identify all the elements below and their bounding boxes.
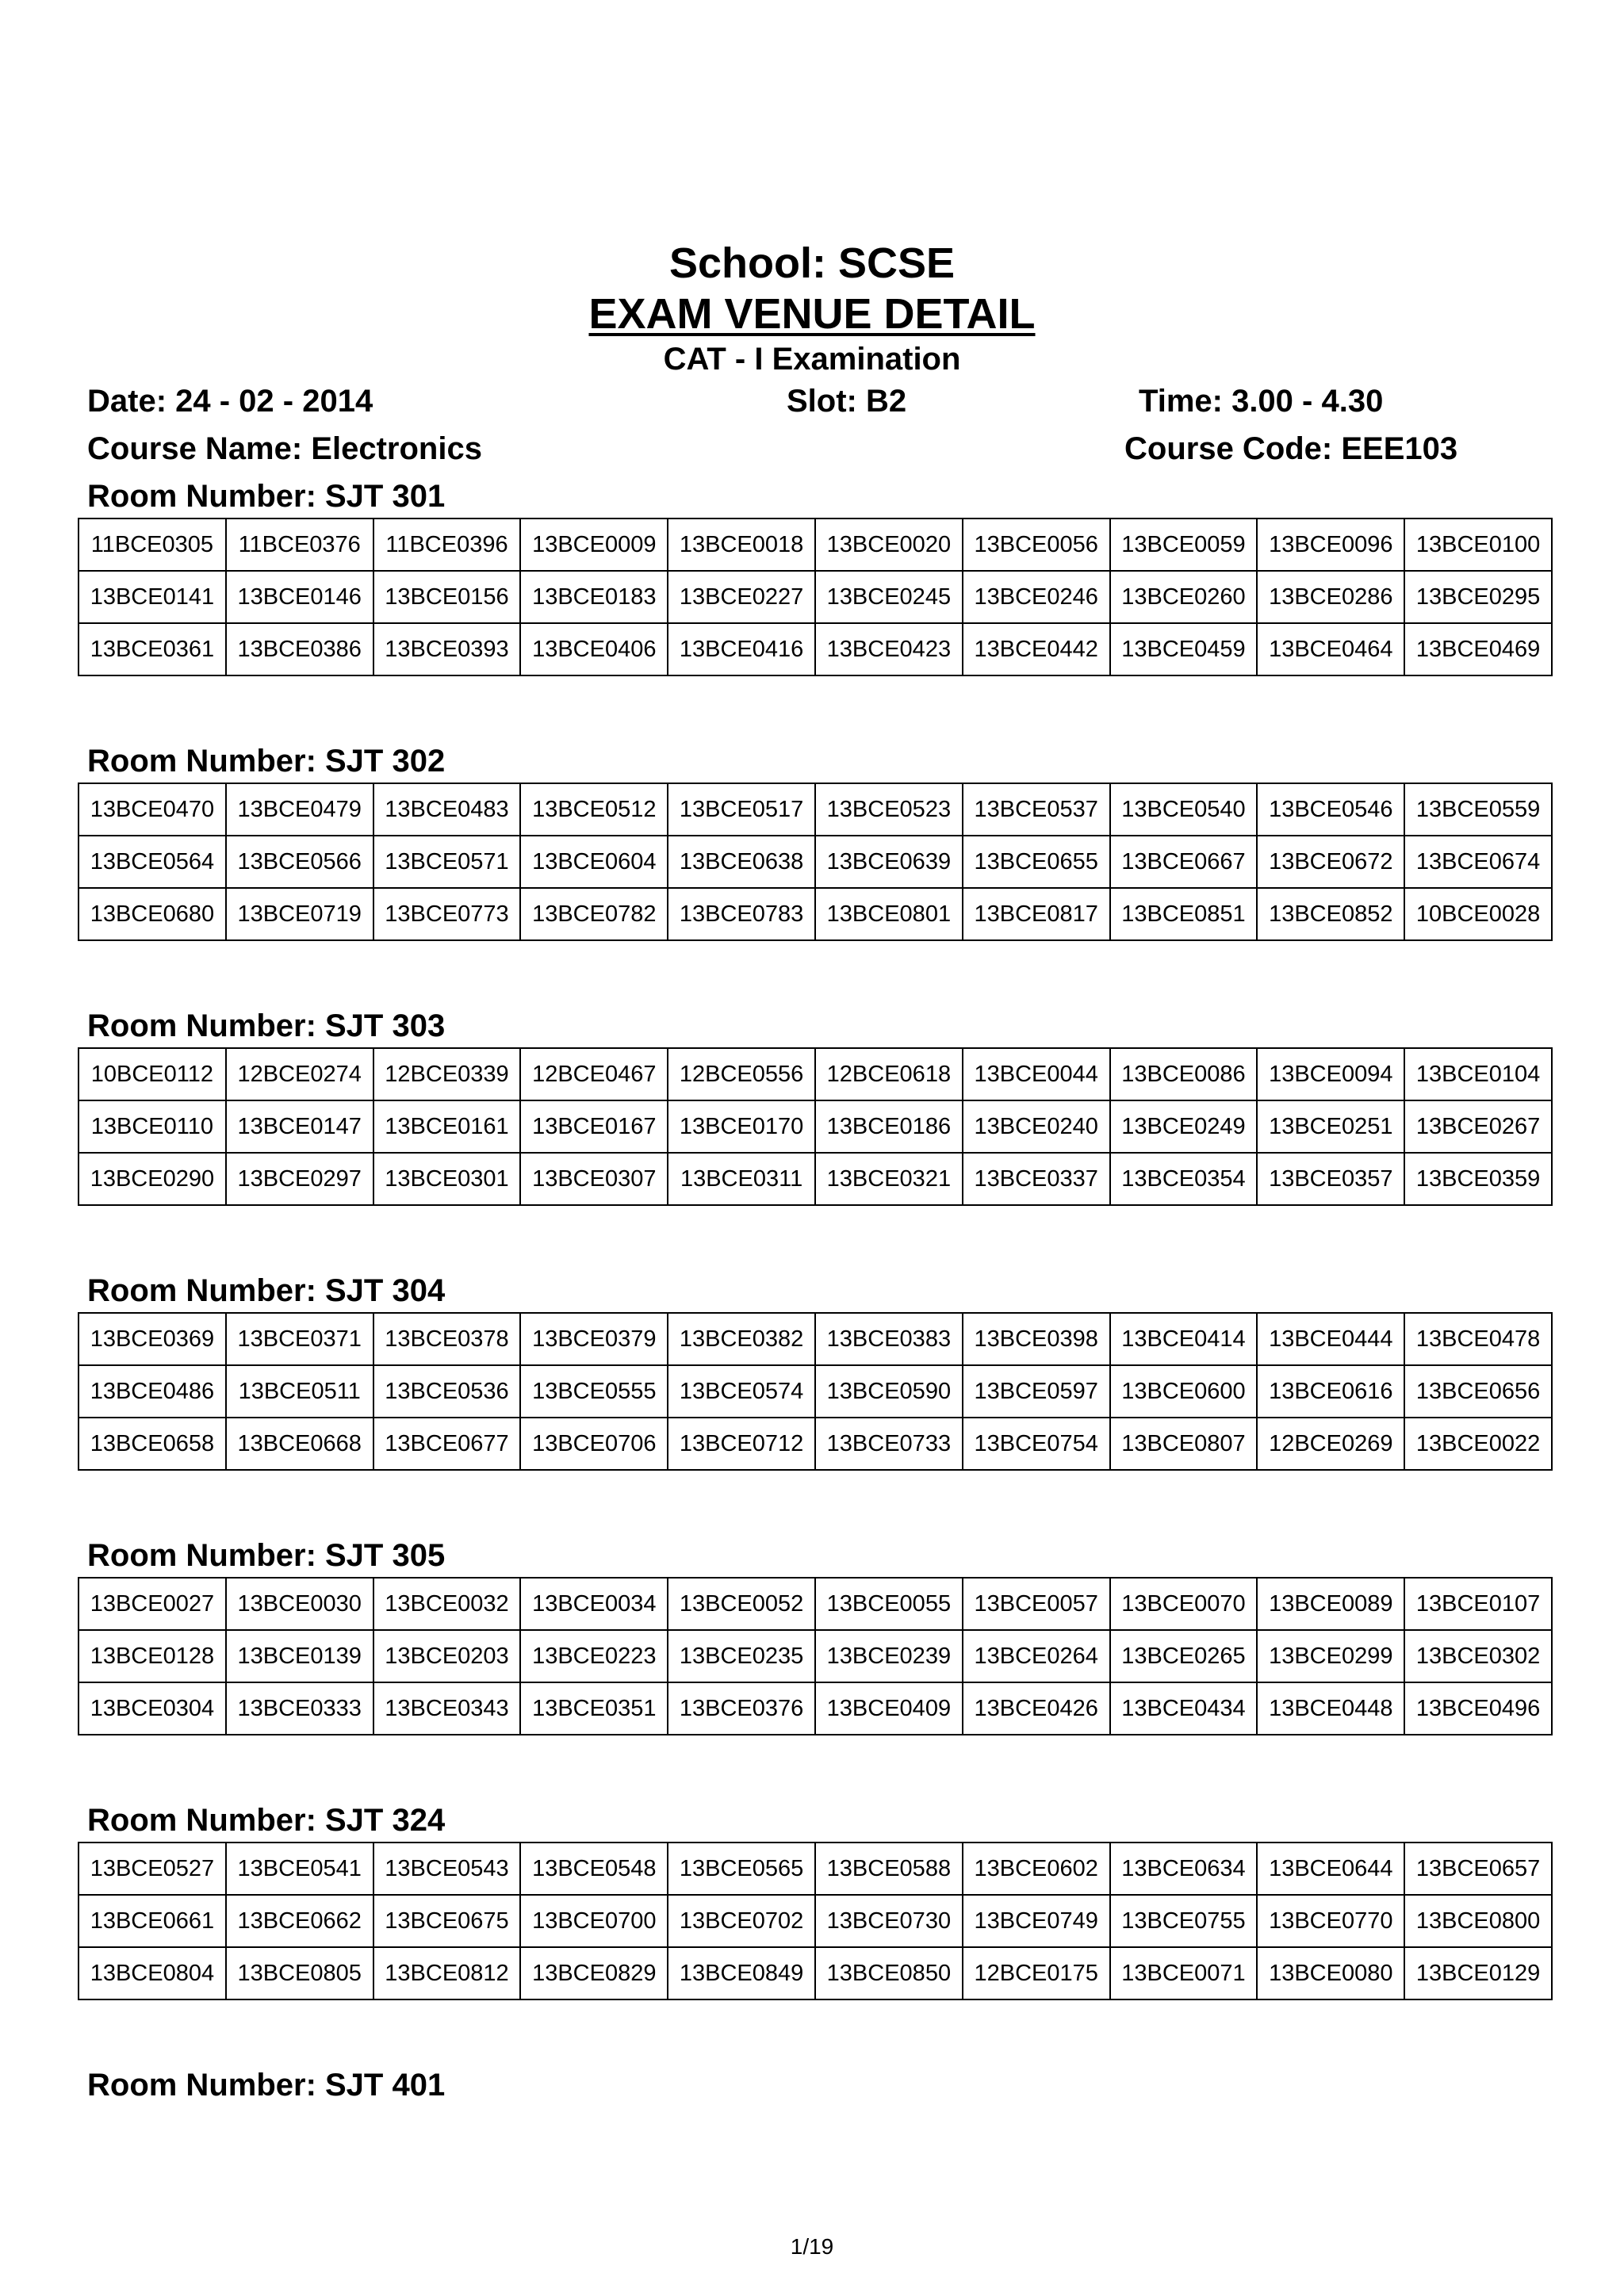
roll-number-cell: 13BCE0096 — [1257, 519, 1404, 571]
roll-number-cell: 13BCE0719 — [226, 888, 373, 940]
roll-number-cell: 13BCE0337 — [963, 1153, 1110, 1205]
exam-slot: Slot: B2 — [787, 384, 907, 419]
table-row — [79, 1418, 1552, 1470]
roll-number-cell: 13BCE0600 — [1110, 1365, 1258, 1418]
room-roll-table — [78, 1312, 1553, 1471]
table-row — [79, 1682, 1552, 1735]
roll-number-cell: 13BCE0307 — [520, 1153, 668, 1205]
roll-number-cell: 13BCE0801 — [815, 888, 963, 940]
room-roll-table — [78, 1047, 1553, 1206]
room-title: Room Number: SJT 301 — [87, 479, 446, 514]
roll-number-cell: 13BCE0260 — [1110, 571, 1258, 623]
roll-number-cell: 13BCE0566 — [226, 836, 373, 888]
roll-number-cell: 13BCE0055 — [815, 1578, 963, 1630]
roll-number-cell: 13BCE0240 — [963, 1100, 1110, 1153]
roll-number-cell: 13BCE0110 — [79, 1100, 226, 1153]
room-roll-table — [78, 1577, 1553, 1735]
roll-number-cell: 13BCE0369 — [79, 1313, 226, 1365]
table-row — [79, 623, 1552, 675]
roll-number-cell: 13BCE0321 — [815, 1153, 963, 1205]
roll-number-cell: 13BCE0588 — [815, 1843, 963, 1895]
roll-number-cell: 13BCE0141 — [79, 571, 226, 623]
roll-number-cell: 13BCE0540 — [1110, 783, 1258, 836]
roll-number-cell: 13BCE0052 — [668, 1578, 815, 1630]
roll-number-cell: 13BCE0511 — [226, 1365, 373, 1418]
roll-number-cell: 13BCE0235 — [668, 1630, 815, 1682]
roll-number-cell: 13BCE0812 — [373, 1947, 521, 1999]
roll-number-cell: 13BCE0597 — [963, 1365, 1110, 1418]
roll-number-cell: 13BCE0009 — [520, 519, 668, 571]
roll-number-cell: 13BCE0267 — [1404, 1100, 1552, 1153]
roll-number-cell: 13BCE0657 — [1404, 1843, 1552, 1895]
roll-number-cell: 12BCE0467 — [520, 1048, 668, 1100]
roll-number-cell: 13BCE0602 — [963, 1843, 1110, 1895]
roll-number-cell: 13BCE0817 — [963, 888, 1110, 940]
document-title: EXAM VENUE DETAIL — [588, 290, 1036, 338]
roll-number-cell: 13BCE0469 — [1404, 623, 1552, 675]
roll-number-cell: 13BCE0409 — [815, 1682, 963, 1735]
roll-number-cell: 13BCE0805 — [226, 1947, 373, 1999]
roll-number-cell: 13BCE0354 — [1110, 1153, 1258, 1205]
roll-number-cell: 12BCE0339 — [373, 1048, 521, 1100]
roll-number-cell: 13BCE0086 — [1110, 1048, 1258, 1100]
room-title: Room Number: SJT 305 — [87, 1538, 446, 1573]
roll-number-cell: 13BCE0071 — [1110, 1947, 1258, 1999]
exam-date: Date: 24 - 02 - 2014 — [87, 384, 373, 419]
roll-number-cell: 10BCE0112 — [79, 1048, 226, 1100]
roll-number-cell: 13BCE0667 — [1110, 836, 1258, 888]
roll-number-cell: 13BCE0483 — [373, 783, 521, 836]
table-row — [79, 571, 1552, 623]
roll-number-cell: 13BCE0286 — [1257, 571, 1404, 623]
school-name: School: SCSE — [668, 239, 956, 287]
roll-number-cell: 13BCE0393 — [373, 623, 521, 675]
roll-number-cell: 13BCE0829 — [520, 1947, 668, 1999]
table-row — [79, 783, 1552, 836]
roll-number-cell: 13BCE0574 — [668, 1365, 815, 1418]
roll-number-cell: 13BCE0022 — [1404, 1418, 1552, 1470]
roll-number-cell: 13BCE0559 — [1404, 783, 1552, 836]
roll-number-cell: 13BCE0850 — [815, 1947, 963, 1999]
roll-number-cell: 13BCE0546 — [1257, 783, 1404, 836]
roll-number-cell: 13BCE0297 — [226, 1153, 373, 1205]
roll-number-cell: 13BCE0100 — [1404, 519, 1552, 571]
roll-number-cell: 13BCE0804 — [79, 1947, 226, 1999]
roll-number-cell: 13BCE0700 — [520, 1895, 668, 1947]
roll-number-cell: 13BCE0186 — [815, 1100, 963, 1153]
table-row — [79, 1947, 1552, 1999]
roll-number-cell: 13BCE0541 — [226, 1843, 373, 1895]
roll-number-cell: 13BCE0675 — [373, 1895, 521, 1947]
roll-number-cell: 13BCE0343 — [373, 1682, 521, 1735]
room-roll-table — [78, 783, 1553, 941]
roll-number-cell: 13BCE0706 — [520, 1418, 668, 1470]
roll-number-cell: 13BCE0379 — [520, 1313, 668, 1365]
roll-number-cell: 13BCE0527 — [79, 1843, 226, 1895]
roll-number-cell: 13BCE0080 — [1257, 1947, 1404, 1999]
room-title: Room Number: SJT 324 — [87, 1803, 446, 1838]
roll-number-cell: 13BCE0406 — [520, 623, 668, 675]
roll-number-cell: 13BCE0167 — [520, 1100, 668, 1153]
roll-number-cell: 13BCE0537 — [963, 783, 1110, 836]
roll-number-cell: 13BCE0249 — [1110, 1100, 1258, 1153]
roll-number-cell: 13BCE0464 — [1257, 623, 1404, 675]
roll-number-cell: 12BCE0175 — [963, 1947, 1110, 1999]
roll-number-cell: 13BCE0089 — [1257, 1578, 1404, 1630]
roll-number-cell: 13BCE0295 — [1404, 571, 1552, 623]
roll-number-cell: 13BCE0672 — [1257, 836, 1404, 888]
roll-number-cell: 13BCE0161 — [373, 1100, 521, 1153]
roll-number-cell: 13BCE0301 — [373, 1153, 521, 1205]
roll-number-cell: 13BCE0128 — [79, 1630, 226, 1682]
table-row — [79, 1365, 1552, 1418]
room-title: Room Number: SJT 304 — [87, 1273, 446, 1308]
room-title: Room Number: SJT 302 — [87, 744, 446, 779]
roll-number-cell: 13BCE0378 — [373, 1313, 521, 1365]
roll-number-cell: 13BCE0616 — [1257, 1365, 1404, 1418]
roll-number-cell: 13BCE0034 — [520, 1578, 668, 1630]
roll-number-cell: 13BCE0361 — [79, 623, 226, 675]
roll-number-cell: 11BCE0305 — [79, 519, 226, 571]
roll-number-cell: 13BCE0770 — [1257, 1895, 1404, 1947]
roll-number-cell: 13BCE0059 — [1110, 519, 1258, 571]
roll-number-cell: 13BCE0712 — [668, 1418, 815, 1470]
roll-number-cell: 13BCE0658 — [79, 1418, 226, 1470]
roll-number-cell: 13BCE0104 — [1404, 1048, 1552, 1100]
roll-number-cell: 12BCE0618 — [815, 1048, 963, 1100]
table-row — [79, 1630, 1552, 1682]
room-roll-table — [78, 518, 1553, 676]
roll-number-cell: 13BCE0146 — [226, 571, 373, 623]
roll-number-cell: 13BCE0245 — [815, 571, 963, 623]
roll-number-cell: 13BCE0357 — [1257, 1153, 1404, 1205]
exam-time: Time: 3.00 - 4.30 — [1139, 384, 1384, 419]
roll-number-cell: 13BCE0496 — [1404, 1682, 1552, 1735]
roll-number-cell: 13BCE0423 — [815, 623, 963, 675]
roll-number-cell: 13BCE0523 — [815, 783, 963, 836]
roll-number-cell: 12BCE0269 — [1257, 1418, 1404, 1470]
roll-number-cell: 13BCE0246 — [963, 571, 1110, 623]
roll-number-cell: 13BCE0351 — [520, 1682, 668, 1735]
course-code: Course Code: EEE103 — [1124, 431, 1458, 466]
roll-number-cell: 13BCE0604 — [520, 836, 668, 888]
roll-number-cell: 13BCE0662 — [226, 1895, 373, 1947]
roll-number-cell: 12BCE0556 — [668, 1048, 815, 1100]
table-row — [79, 1100, 1552, 1153]
roll-number-cell: 13BCE0680 — [79, 888, 226, 940]
roll-number-cell: 13BCE0434 — [1110, 1682, 1258, 1735]
roll-number-cell: 13BCE0444 — [1257, 1313, 1404, 1365]
roll-number-cell: 13BCE0849 — [668, 1947, 815, 1999]
roll-number-cell: 13BCE0147 — [226, 1100, 373, 1153]
table-row — [79, 1048, 1552, 1100]
page-number: 1/19 — [790, 2234, 834, 2259]
roll-number-cell: 13BCE0755 — [1110, 1895, 1258, 1947]
roll-number-cell: 13BCE0733 — [815, 1418, 963, 1470]
roll-number-cell: 10BCE0028 — [1404, 888, 1552, 940]
roll-number-cell: 13BCE0203 — [373, 1630, 521, 1682]
roll-number-cell: 13BCE0536 — [373, 1365, 521, 1418]
table-row — [79, 1313, 1552, 1365]
roll-number-cell: 13BCE0730 — [815, 1895, 963, 1947]
roll-number-cell: 13BCE0183 — [520, 571, 668, 623]
roll-number-cell: 13BCE0311 — [668, 1153, 815, 1205]
roll-number-cell: 13BCE0479 — [226, 783, 373, 836]
roll-number-cell: 13BCE0416 — [668, 623, 815, 675]
exam-name: CAT - I Examination — [663, 342, 961, 377]
room-roll-table — [78, 1842, 1553, 2000]
roll-number-cell: 13BCE0565 — [668, 1843, 815, 1895]
roll-number-cell: 13BCE0677 — [373, 1418, 521, 1470]
course-name: Course Name: Electronics — [87, 431, 482, 466]
roll-number-cell: 13BCE0656 — [1404, 1365, 1552, 1418]
roll-number-cell: 13BCE0638 — [668, 836, 815, 888]
roll-number-cell: 13BCE0517 — [668, 783, 815, 836]
roll-number-cell: 13BCE0056 — [963, 519, 1110, 571]
roll-number-cell: 13BCE0382 — [668, 1313, 815, 1365]
roll-number-cell: 13BCE0512 — [520, 783, 668, 836]
roll-number-cell: 13BCE0414 — [1110, 1313, 1258, 1365]
roll-number-cell: 13BCE0783 — [668, 888, 815, 940]
roll-number-cell: 13BCE0754 — [963, 1418, 1110, 1470]
room-title: Room Number: SJT 303 — [87, 1008, 446, 1043]
roll-number-cell: 13BCE0478 — [1404, 1313, 1552, 1365]
roll-number-cell: 13BCE0386 — [226, 623, 373, 675]
roll-number-cell: 13BCE0470 — [79, 783, 226, 836]
table-row — [79, 1843, 1552, 1895]
roll-number-cell: 13BCE0655 — [963, 836, 1110, 888]
roll-number-cell: 13BCE0459 — [1110, 623, 1258, 675]
roll-number-cell: 13BCE0571 — [373, 836, 521, 888]
roll-number-cell: 13BCE0782 — [520, 888, 668, 940]
roll-number-cell: 13BCE0634 — [1110, 1843, 1258, 1895]
roll-number-cell: 13BCE0371 — [226, 1313, 373, 1365]
roll-number-cell: 13BCE0398 — [963, 1313, 1110, 1365]
roll-number-cell: 13BCE0851 — [1110, 888, 1258, 940]
roll-number-cell: 13BCE0668 — [226, 1418, 373, 1470]
roll-number-cell: 13BCE0800 — [1404, 1895, 1552, 1947]
roll-number-cell: 13BCE0020 — [815, 519, 963, 571]
roll-number-cell: 13BCE0749 — [963, 1895, 1110, 1947]
roll-number-cell: 12BCE0274 — [226, 1048, 373, 1100]
roll-number-cell: 13BCE0265 — [1110, 1630, 1258, 1682]
roll-number-cell: 13BCE0027 — [79, 1578, 226, 1630]
roll-number-cell: 13BCE0543 — [373, 1843, 521, 1895]
roll-number-cell: 13BCE0661 — [79, 1895, 226, 1947]
roll-number-cell: 13BCE0304 — [79, 1682, 226, 1735]
roll-number-cell: 13BCE0486 — [79, 1365, 226, 1418]
table-row — [79, 836, 1552, 888]
table-row — [79, 1895, 1552, 1947]
roll-number-cell: 13BCE0302 — [1404, 1630, 1552, 1682]
table-row — [79, 519, 1552, 571]
roll-number-cell: 13BCE0227 — [668, 571, 815, 623]
table-row — [79, 1578, 1552, 1630]
roll-number-cell: 13BCE0333 — [226, 1682, 373, 1735]
roll-number-cell: 13BCE0376 — [668, 1682, 815, 1735]
roll-number-cell: 13BCE0057 — [963, 1578, 1110, 1630]
roll-number-cell: 13BCE0590 — [815, 1365, 963, 1418]
roll-number-cell: 13BCE0555 — [520, 1365, 668, 1418]
roll-number-cell: 13BCE0290 — [79, 1153, 226, 1205]
roll-number-cell: 13BCE0644 — [1257, 1843, 1404, 1895]
roll-number-cell: 13BCE0018 — [668, 519, 815, 571]
room-title: Room Number: SJT 401 — [87, 2068, 446, 2103]
roll-number-cell: 13BCE0639 — [815, 836, 963, 888]
roll-number-cell: 13BCE0239 — [815, 1630, 963, 1682]
table-row — [79, 1153, 1552, 1205]
roll-number-cell: 13BCE0548 — [520, 1843, 668, 1895]
roll-number-cell: 13BCE0702 — [668, 1895, 815, 1947]
roll-number-cell: 13BCE0070 — [1110, 1578, 1258, 1630]
roll-number-cell: 13BCE0264 — [963, 1630, 1110, 1682]
roll-number-cell: 13BCE0442 — [963, 623, 1110, 675]
roll-number-cell: 13BCE0426 — [963, 1682, 1110, 1735]
roll-number-cell: 13BCE0044 — [963, 1048, 1110, 1100]
roll-number-cell: 13BCE0030 — [226, 1578, 373, 1630]
roll-number-cell: 13BCE0773 — [373, 888, 521, 940]
roll-number-cell: 13BCE0852 — [1257, 888, 1404, 940]
table-row — [79, 888, 1552, 940]
roll-number-cell: 13BCE0299 — [1257, 1630, 1404, 1682]
roll-number-cell: 13BCE0383 — [815, 1313, 963, 1365]
roll-number-cell: 13BCE0139 — [226, 1630, 373, 1682]
roll-number-cell: 13BCE0107 — [1404, 1578, 1552, 1630]
roll-number-cell: 13BCE0359 — [1404, 1153, 1552, 1205]
roll-number-cell: 11BCE0396 — [373, 519, 521, 571]
roll-number-cell: 13BCE0564 — [79, 836, 226, 888]
roll-number-cell: 13BCE0129 — [1404, 1947, 1552, 1999]
roll-number-cell: 13BCE0170 — [668, 1100, 815, 1153]
roll-number-cell: 13BCE0807 — [1110, 1418, 1258, 1470]
roll-number-cell: 13BCE0448 — [1257, 1682, 1404, 1735]
roll-number-cell: 13BCE0251 — [1257, 1100, 1404, 1153]
roll-number-cell: 13BCE0223 — [520, 1630, 668, 1682]
roll-number-cell: 13BCE0674 — [1404, 836, 1552, 888]
roll-number-cell: 13BCE0156 — [373, 571, 521, 623]
roll-number-cell: 13BCE0094 — [1257, 1048, 1404, 1100]
roll-number-cell: 13BCE0032 — [373, 1578, 521, 1630]
roll-number-cell: 11BCE0376 — [226, 519, 373, 571]
